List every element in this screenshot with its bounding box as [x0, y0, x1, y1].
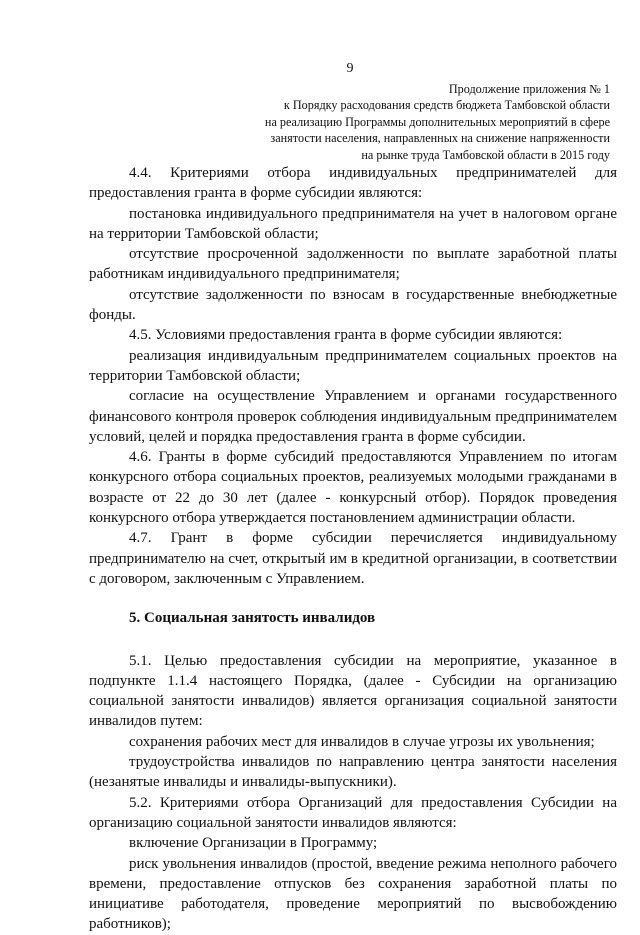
- paragraph: риск увольнения инвалидов (простой, введение режима неполного рабочего времени, предоставление отпусков без сохранения заработной платы по инициативе работодателя, проведение мероприятий по высвобождению работников);: [89, 855, 617, 933]
- appendix-line: к Порядку расходования средств бюджета Тамбовской области: [283, 98, 610, 113]
- paragraph: отсутствие задолженности по взносам в государственные внебюджетные фонды.: [89, 286, 617, 324]
- section-title: 5. Социальная занятость инвалидов: [129, 610, 376, 627]
- paragraph: 5.1. Целью предоставления субсидии на мероприятие, указанное в подпункте 1.1.4 настоящего Порядка, (далее - Субсидии на организацию социальной занятости инвалидов) является организация социальной занятости инвалидов путем:: [89, 652, 617, 730]
- paragraph: отсутствие просроченной задолженности по выплате заработной платы работникам индивидуального предпринимателя;: [89, 246, 617, 283]
- paragraph: реализация индивидуальным предпринимателем социальных проектов на территории Тамбовской области;: [89, 347, 617, 384]
- appendix-line: занятости населения, направленных на снижение напряженности: [270, 131, 610, 146]
- paragraph: 4.5. Условиями предоставления гранта в форме субсидии являются:: [129, 327, 563, 344]
- paragraph: 5.2. Критериями отбора Организаций для предоставления Субсидии на организацию социальной занятости инвалидов являются:: [89, 794, 617, 831]
- appendix-line: на реализацию Программы дополнительных мероприятий в сфере: [264, 114, 610, 129]
- paragraph: включение Организации в Программу;: [129, 835, 378, 852]
- paragraph: 4.4. Критериями отбора индивидуальных предпринимателей для предоставления гранта в форме субсидии являются:: [89, 165, 617, 202]
- appendix-header: [230, 81, 610, 163]
- page-number: 9: [346, 61, 354, 76]
- paragraph: сохранения рабочих мест для инвалидов в случае угрозы их увольнения;: [129, 733, 595, 750]
- paragraph: согласие на осуществление Управлением и органами государственного финансового контроля проверок соблюдения индивидуальным предпринимателем условий, целей и порядка предоставления гранта в форме субсидии.: [89, 388, 617, 445]
- paragraph: постановка индивидуального предпринимателя на учет в налоговом органе на территории Тамбовской области;: [89, 205, 617, 242]
- appendix-line: Продолжение приложения № 1: [448, 82, 610, 96]
- paragraph: 4.6. Гранты в форме субсидий предоставляются Управлением по итогам конкурсного отбора социальных проектов, реализуемых молодыми гражданами в возрасте от 22 до 30 лет (далее - конкурсный отбор). Порядок проведения конкурсного отбора утверждается постановлением администрации области.: [89, 449, 617, 527]
- document-body: [89, 163, 617, 935]
- paragraph: 4.7. Грант в форме субсидии перечисляется индивидуальному предпринимателю на счет, открытый им в кредитной организации, в соответствии с договором, заключенным с Управлением.: [89, 530, 617, 587]
- paragraph: трудоустройства инвалидов по направлению центра занятости населения (незанятые инвалиды и инвалиды-выпускники).: [89, 754, 617, 791]
- appendix-line: на рынке труда Тамбовской области в 2015 году: [361, 147, 610, 162]
